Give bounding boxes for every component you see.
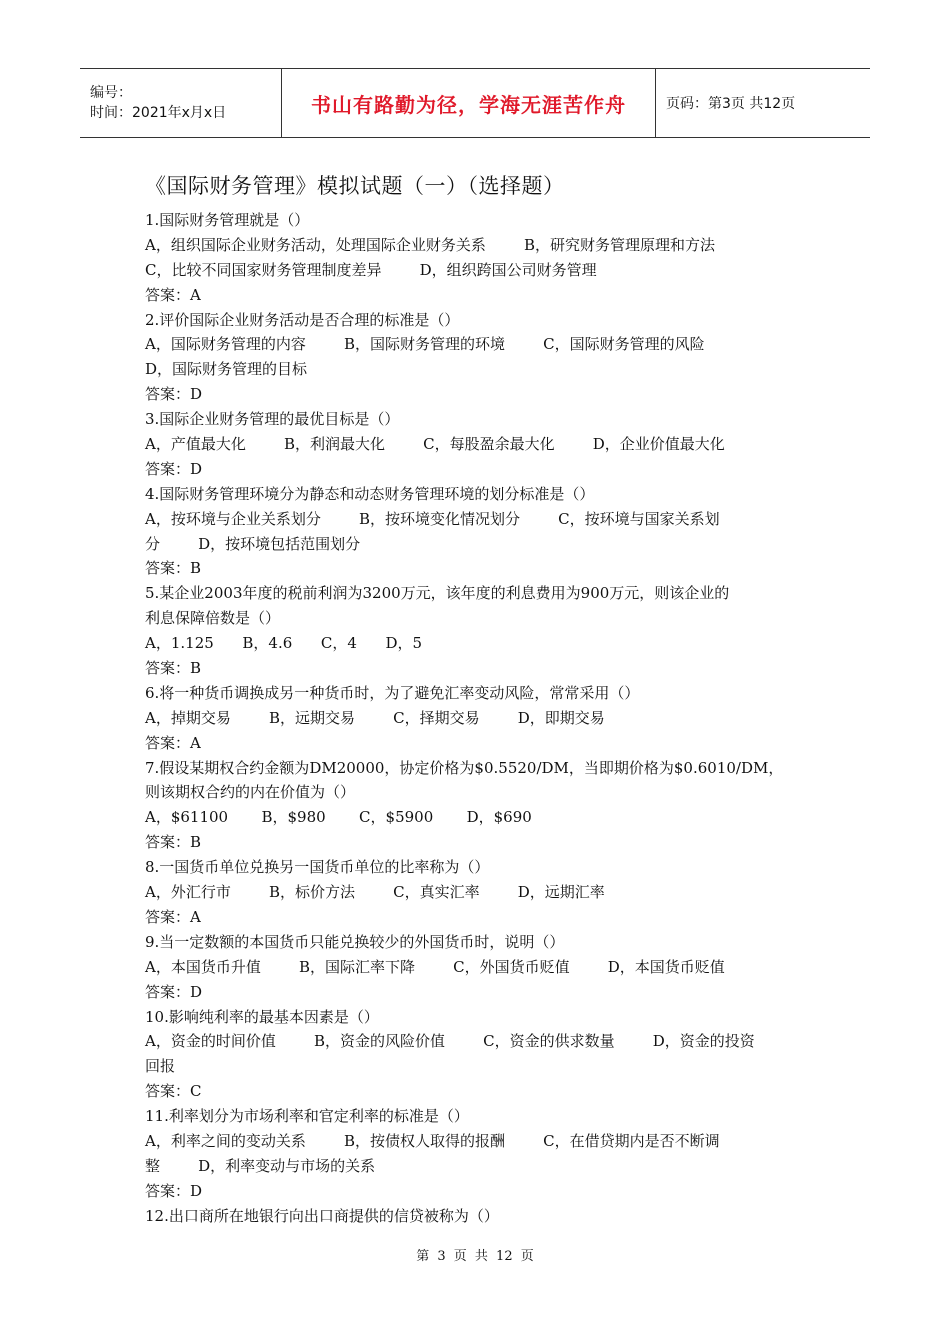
text-line: 10.影响纯利率的最基本因素是（） [145, 1007, 379, 1026]
text-line: 回报 [145, 1057, 176, 1076]
text-line: 答案：A [145, 733, 201, 752]
text-line: 7.假设某期权合约金额为DM20000，协定价格为$0.5520/DM，当即期价格为$0.6010/DM， [145, 758, 784, 777]
text-line: 答案：B [145, 659, 202, 678]
document-title: 《国际财务管理》模拟试题（一）（选择题） [145, 174, 565, 198]
text-line: 答案：B [145, 559, 202, 578]
text-line: A，本国货币升值 B，国际汇率下降 C，外国货币贬值 D，本国货币贬值 [145, 957, 725, 976]
text-line: 6.将一种货币调换成另一种货币时，为了避免汇率变动风险，常常采用（） [145, 683, 640, 702]
page-header [80, 68, 870, 138]
text-line: 答案：D [145, 459, 203, 478]
header-motto-cell [282, 69, 656, 137]
header-page-cell [656, 69, 870, 137]
header-meta [80, 69, 282, 137]
text-line: 答案：D [145, 385, 203, 404]
text-line: A，外汇行市 B，标价方法 C，真实汇率 D，远期汇率 [145, 883, 605, 902]
text-line: 答案：B [145, 833, 202, 852]
text-line: 答案：A [145, 285, 201, 304]
text-line: 2.评价国际企业财务活动是否合理的标准是（） [145, 310, 460, 329]
text-line: 答案：D [145, 1181, 203, 1200]
text-line: 利息保障倍数是（） [145, 609, 281, 628]
text-line: A，$61100 B，$980 C，$5900 D，$690 [145, 808, 532, 827]
text-line: 5.某企业2003年度的税前利润为3200万元，该年度的利息费用为900万元，则该企业的 [145, 584, 730, 603]
text-line: 答案：D [145, 982, 203, 1001]
text-line: A，按环境与企业关系划分 B，按环境变化情况划分 C，按环境与国家关系划 [145, 509, 720, 528]
code-label: 编号： [90, 85, 132, 101]
page-info: 页码：第3页 共12页 [666, 96, 796, 112]
text-line: A，资金的时间价值 B，资金的风险价值 C，资金的供求数量 D，资金的投资 [145, 1032, 755, 1051]
text-line: 1.国际财务管理就是（） [145, 211, 310, 229]
text-line: 答案：C [145, 1082, 202, 1101]
text-line: A，产值最大化 B，利润最大化 C，每股盈余最大化 D，企业价值最大化 [145, 435, 725, 454]
text-line: A，组织国际企业财务活动，处理国际企业财务关系 B，研究财务管理原理和方法 [145, 235, 716, 254]
text-line: A，利率之间的变动关系 B，按债权人取得的报酬 C，在借贷期内是否不断调 [145, 1131, 720, 1150]
time-label: 时间：2021年x月x日 [90, 105, 227, 121]
text-line: A，掉期交易 B，远期交易 C，择期交易 D，即期交易 [145, 708, 605, 727]
text-line: D，国际财务管理的目标 [145, 360, 308, 379]
text-line: 3.国际企业财务管理的最优目标是（） [145, 410, 400, 429]
text-line: C，比较不同国家财务管理制度差异 D，组织跨国公司财务管理 [145, 260, 597, 279]
text-line: 12.出口商所在地银行向出口商提供的信贷被称为（） [145, 1206, 499, 1225]
text-line: A，国际财务管理的内容 B，国际财务管理的环境 C，国际财务管理的风险 [145, 335, 705, 354]
text-line: 答案：A [145, 907, 201, 926]
motto-text: 书山有路勤为径，学海无涯苦作舟 [311, 92, 626, 117]
text-line: 整 D，利率变动与市场的关系 [145, 1156, 376, 1175]
page-footer: 第 3 页 共 12 页 [416, 1249, 534, 1264]
question-list [145, 208, 825, 1229]
text-line: 4.国际财务管理环境分为静态和动态财务管理环境的划分标准是（） [145, 484, 595, 503]
text-line: 分 D，按环境包括范围划分 [145, 534, 361, 553]
text-line: 8.一国货币单位兑换另一国货币单位的比率称为（） [145, 858, 490, 877]
text-line: 11.利率划分为市场利率和官定利率的标准是（） [145, 1107, 469, 1126]
text-line: 9.当一定数额的本国货币只能兑换较少的外国货币时，说明（） [145, 932, 565, 951]
text-line: 则该期权合约的内在价值为（） [145, 783, 356, 802]
text-line: A，1.125 B，4.6 C，4 D，5 [145, 634, 423, 653]
